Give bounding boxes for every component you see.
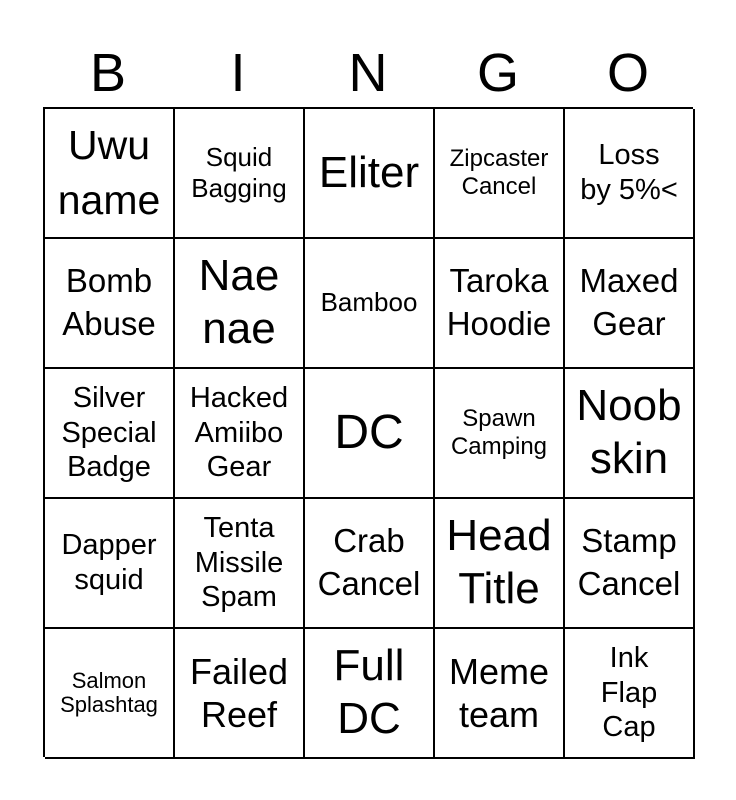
cell-text: Squid Bagging	[191, 141, 287, 203]
cell-text: Meme team	[448, 650, 550, 735]
bingo-cell[interactable]	[45, 499, 175, 629]
cell-text: Zipcaster Cancel	[449, 145, 549, 200]
cell-text: Loss by 5%<	[580, 139, 678, 206]
header-letter-b: B	[89, 43, 127, 103]
cell-text: Bamboo	[320, 287, 418, 318]
cell-text: Eliter	[318, 147, 420, 197]
bingo-cell[interactable]	[305, 369, 435, 499]
bingo-header	[43, 40, 693, 106]
cell-text: Nae nae	[198, 251, 280, 353]
header-letter-i: I	[230, 43, 246, 103]
bingo-cell[interactable]	[45, 629, 175, 759]
cell-text: Hacked Amiibo Gear	[189, 381, 289, 484]
bingo-cell[interactable]	[305, 109, 435, 239]
cell-text: Maxed Gear	[579, 262, 679, 342]
cell-text: Ink Flap Cap	[600, 641, 658, 744]
bingo-cell[interactable]	[175, 109, 305, 239]
bingo-cell[interactable]	[565, 109, 695, 239]
bingo-cell[interactable]	[435, 109, 565, 239]
bingo-cell[interactable]	[175, 369, 305, 499]
cell-text: Dapper squid	[61, 529, 157, 596]
bingo-cell[interactable]	[305, 629, 435, 759]
bingo-cell[interactable]	[45, 369, 175, 499]
bingo-cell[interactable]	[45, 239, 175, 369]
header-letter-o: O	[606, 43, 649, 103]
cell-text: Bomb Abuse	[62, 262, 156, 342]
header-letter-g: G	[476, 43, 519, 103]
cell-text: Full DC	[333, 641, 405, 743]
header-letter-n: N	[348, 43, 388, 103]
cell-text: Taroka Hoodie	[446, 262, 552, 342]
bingo-cell[interactable]	[565, 239, 695, 369]
cell-text: Head Title	[446, 511, 552, 613]
bingo-cell[interactable]	[175, 499, 305, 629]
cell-text: Crab Cancel	[317, 522, 421, 602]
bingo-cell[interactable]	[565, 629, 695, 759]
bingo-cell[interactable]	[45, 109, 175, 239]
cell-text: Failed Reef	[189, 650, 289, 735]
bingo-board	[43, 107, 693, 757]
bingo-cell[interactable]	[175, 239, 305, 369]
bingo-cell[interactable]	[175, 629, 305, 759]
cell-text: DC	[334, 406, 404, 460]
cell-text: Uwu name	[57, 121, 161, 223]
bingo-cell[interactable]	[435, 239, 565, 369]
bingo-cell[interactable]	[435, 369, 565, 499]
bingo-cell[interactable]	[565, 499, 695, 629]
bingo-cell[interactable]	[305, 239, 435, 369]
cell-text: Spawn Camping	[450, 405, 548, 460]
cell-text: Stamp Cancel	[577, 522, 681, 602]
cell-text: Tenta Missile Spam	[194, 511, 284, 614]
bingo-cell[interactable]	[435, 499, 565, 629]
cell-text: Silver Special Badge	[61, 381, 157, 484]
bingo-cell[interactable]	[565, 369, 695, 499]
bingo-cell[interactable]	[435, 629, 565, 759]
cell-text: Salmon Splashtag	[60, 667, 158, 717]
cell-text: Noob skin	[576, 381, 682, 483]
bingo-cell[interactable]	[305, 499, 435, 629]
